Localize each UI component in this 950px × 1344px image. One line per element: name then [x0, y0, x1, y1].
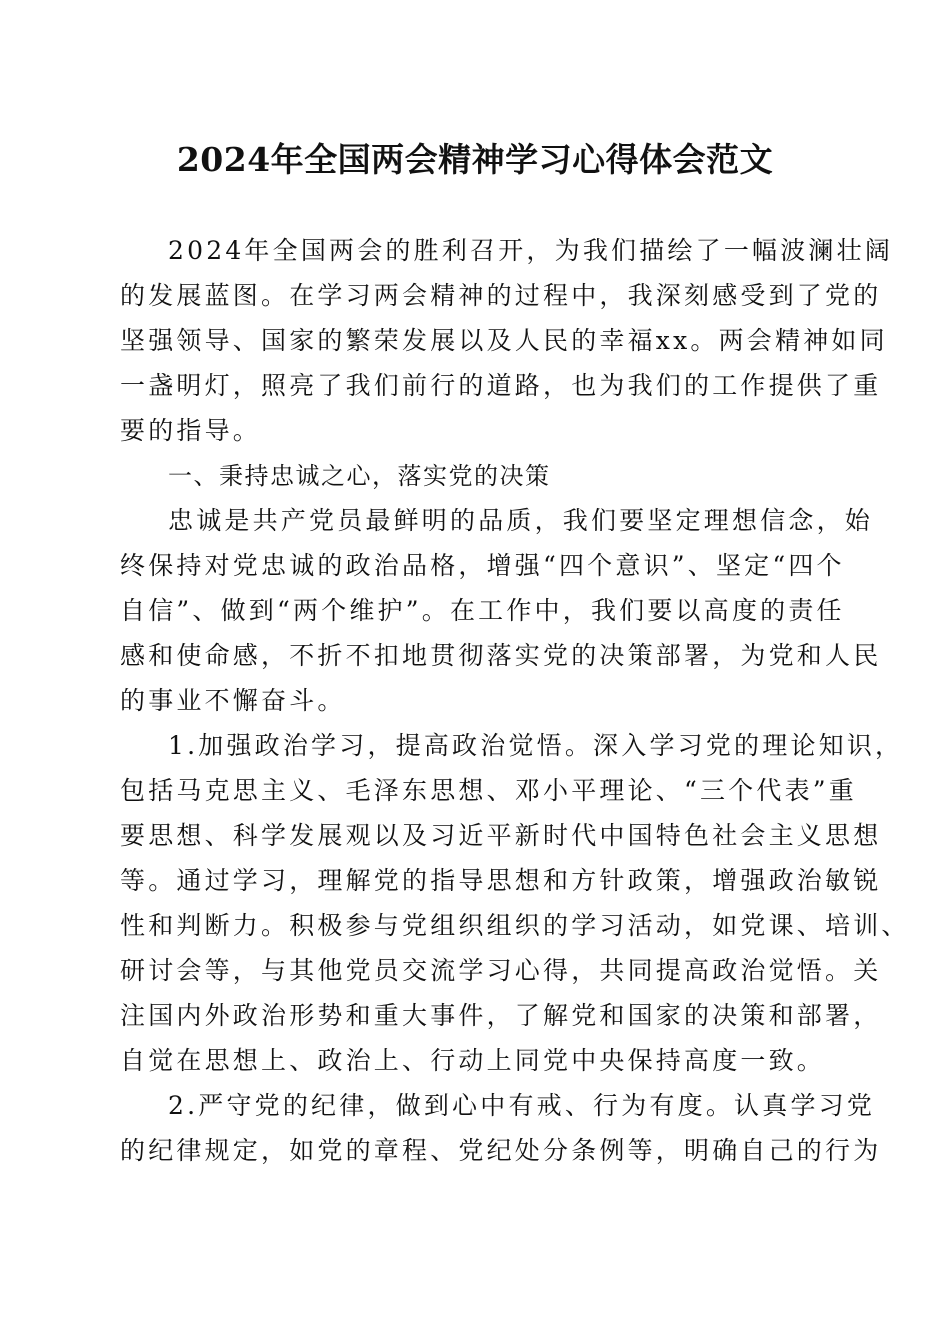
paragraph-line: 自信”、做到“两个维护”。在工作中，我们要以高度的责任 — [120, 596, 845, 625]
paragraph-line: 感和使命感，不折不扣地贯彻落实党的决策部署，为党和人民 — [120, 641, 882, 670]
paragraph-line: 2024年全国两会的胜利召开，为我们描绘了一幅波澜壮阔 — [168, 236, 894, 265]
paragraph-line: 的发展蓝图。在学习两会精神的过程中，我深刻感受到了党的 — [120, 281, 882, 310]
paragraph-line: 1.加强政治学习，提高政治觉悟。深入学习党的理论知识， — [168, 731, 904, 760]
document-title: 2024年全国两会精神学习心得体会范文 — [176, 140, 774, 179]
paragraph-line: 的事业不懈奋斗。 — [120, 686, 346, 715]
paragraph-line: 要的指导。 — [120, 416, 262, 445]
paragraph-line: 的纪律规定，如党的章程、党纪处分条例等，明确自己的行为 — [120, 1136, 882, 1165]
paragraph-line: 终保持对党忠诚的政治品格，增强“四个意识”、坚定“四个 — [120, 551, 845, 580]
paragraph-line: 等。通过学习，理解党的指导思想和方针政策，增强政治敏锐 — [120, 866, 882, 895]
paragraph-line: 要思想、科学发展观以及习近平新时代中国特色社会主义思想 — [120, 821, 882, 850]
paragraph-line: 一盏明灯，照亮了我们前行的道路，也为我们的工作提供了重 — [120, 371, 882, 400]
paragraph-line: 研讨会等，与其他党员交流学习心得，共同提高政治觉悟。关 — [120, 956, 882, 985]
paragraph-line: 注国内外政治形势和重大事件，了解党和国家的决策和部署， — [120, 1001, 882, 1030]
paragraph-line: 忠诚是共产党员最鲜明的品质，我们要坚定理想信念，始 — [168, 506, 874, 535]
paragraph-line: 自觉在思想上、政治上、行动上同党中央保持高度一致。 — [120, 1046, 826, 1075]
paragraph-line: 坚强领导、国家的繁荣发展以及人民的幸福xx。两会精神如同 — [120, 326, 888, 355]
section-heading: 一、秉持忠诚之心，落实党的决策 — [168, 462, 551, 490]
paragraph-line: 包括马克思主义、毛泽东思想、邓小平理论、“三个代表”重 — [120, 776, 857, 805]
paragraph-line: 2.严守党的纪律，做到心中有戒、行为有度。认真学习党 — [168, 1091, 876, 1120]
paragraph-line: 性和判断力。积极参与党组织组织的学习活动，如党课、培训、 — [120, 911, 910, 940]
